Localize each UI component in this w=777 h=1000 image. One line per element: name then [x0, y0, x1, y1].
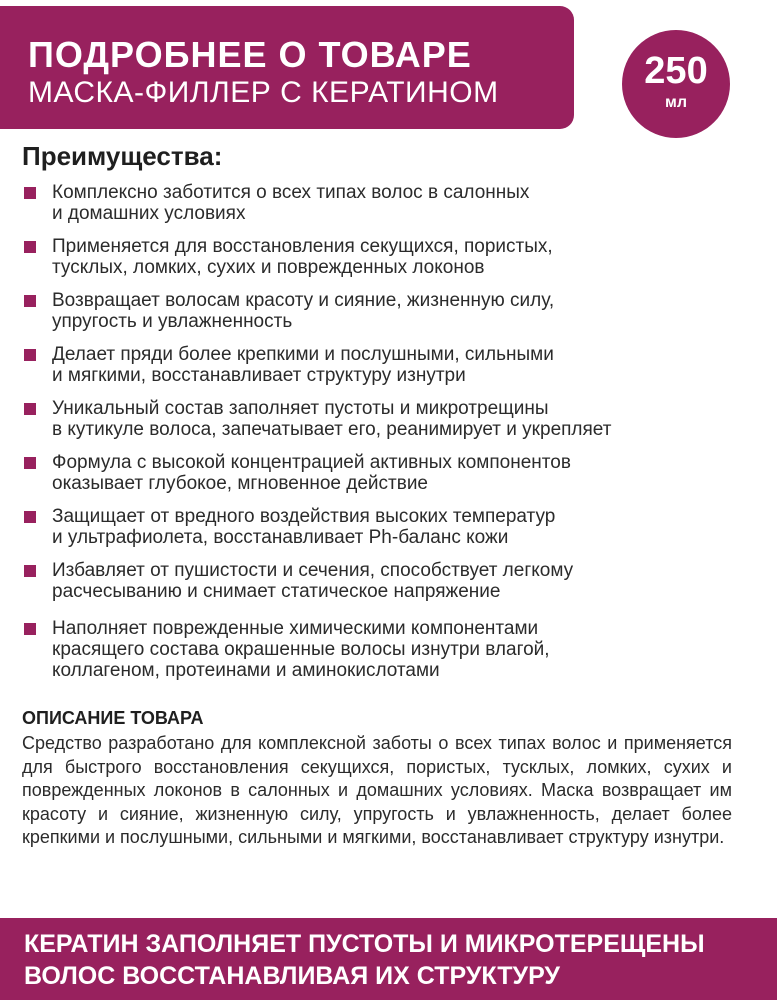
- page-title: ПОДРОБНЕЕ О ТОВАРЕ: [28, 34, 472, 75]
- advantage-line: красящего состава окрашенные волосы изнутри влагой,: [52, 639, 550, 660]
- advantage-line: Возвращает волосам красоту и сияние, жизненную силу,: [52, 290, 555, 311]
- advantage-item: [24, 236, 764, 278]
- advantage-line: Защищает от вредного воздействия высоких температур: [52, 506, 556, 527]
- volume-amount: 250: [644, 50, 708, 92]
- advantage-line: Избавляет от пушистости и сечения, способствует легкому: [52, 560, 574, 581]
- advantage-item: [24, 506, 764, 548]
- square-bullet-icon: [24, 295, 36, 307]
- square-bullet-icon: [24, 403, 36, 415]
- advantage-line: тусклых, ломких, сухих и поврежденных локонов: [52, 257, 485, 278]
- advantages-list: [24, 182, 764, 693]
- square-bullet-icon: [24, 565, 36, 577]
- square-bullet-icon: [24, 241, 36, 253]
- advantage-line: упругость и увлажненность: [52, 311, 293, 332]
- header-banner: [0, 6, 574, 129]
- footer-line-1: КЕРАТИН ЗАПОЛНЯЕТ ПУСТОТЫ И МИКРОТЕРЕЩЕНЫ: [24, 930, 705, 958]
- square-bullet-icon: [24, 511, 36, 523]
- advantages-title: Преимущества:: [22, 141, 223, 171]
- advantage-line: Делает пряди более крепкими и послушными, сильными: [52, 344, 554, 365]
- advantage-item: [24, 344, 764, 386]
- advantage-line: Комплексно заботится о всех типах волос в салонных: [52, 182, 530, 203]
- volume-unit: мл: [665, 94, 687, 111]
- advantage-line: расчесыванию и снимает статическое напряжение: [52, 581, 501, 602]
- advantage-line: коллагеном, протеинами и аминокислотами: [52, 660, 440, 681]
- advantage-line: Наполняет поврежденные химическими компонентами: [52, 618, 539, 639]
- advantage-line: и мягкими, восстанавливает структуру изнутри: [52, 365, 466, 386]
- product-name: МАСКА-ФИЛЛЕР С КЕРАТИНОМ: [28, 76, 499, 109]
- description-title: ОПИСАНИЕ ТОВАРА: [22, 708, 204, 728]
- advantage-item: [24, 452, 764, 494]
- advantage-item: [24, 182, 764, 224]
- square-bullet-icon: [24, 187, 36, 199]
- volume-badge: [622, 30, 730, 138]
- footer-line-2: ВОЛОС ВОССТАНАВЛИВАЯ ИХ СТРУКТУРУ: [24, 962, 560, 990]
- square-bullet-icon: [24, 457, 36, 469]
- description-text: Средство разработано для комплексной заботы о всех типах волос и применяется для быстрого восстановления секущихся, пористых, тусклых, ломких, сухих и поврежденных локонов в салонных и домашних условиях. Маска возвращает им красоту и сияние, жизненную силу, упругость и увлажненность, делает более крепкими и послушными, сильными и мягкими, восстанавливает структуру изнутри.: [22, 733, 732, 847]
- square-bullet-icon: [24, 623, 36, 635]
- advantage-line: Применяется для восстановления секущихся, пористых,: [52, 236, 553, 257]
- advantage-line: Уникальный состав заполняет пустоты и микротрещины: [52, 398, 549, 419]
- advantage-line: Формула с высокой концентрацией активных компонентов: [52, 452, 571, 473]
- square-bullet-icon: [24, 349, 36, 361]
- footer-banner: [0, 918, 777, 1000]
- advantage-line: и домашних условиях: [52, 203, 246, 224]
- advantage-line: в кутикуле волоса, запечатывает его, реанимирует и укрепляет: [52, 419, 612, 440]
- advantage-item: [24, 290, 764, 332]
- advantage-line: и ультрафиолета, восстанавливает Ph-баланс кожи: [52, 527, 509, 548]
- advantage-item: [24, 398, 764, 440]
- advantage-item: [24, 618, 764, 681]
- advantage-item: [24, 560, 764, 602]
- advantage-line: оказывает глубокое, мгновенное действие: [52, 473, 429, 494]
